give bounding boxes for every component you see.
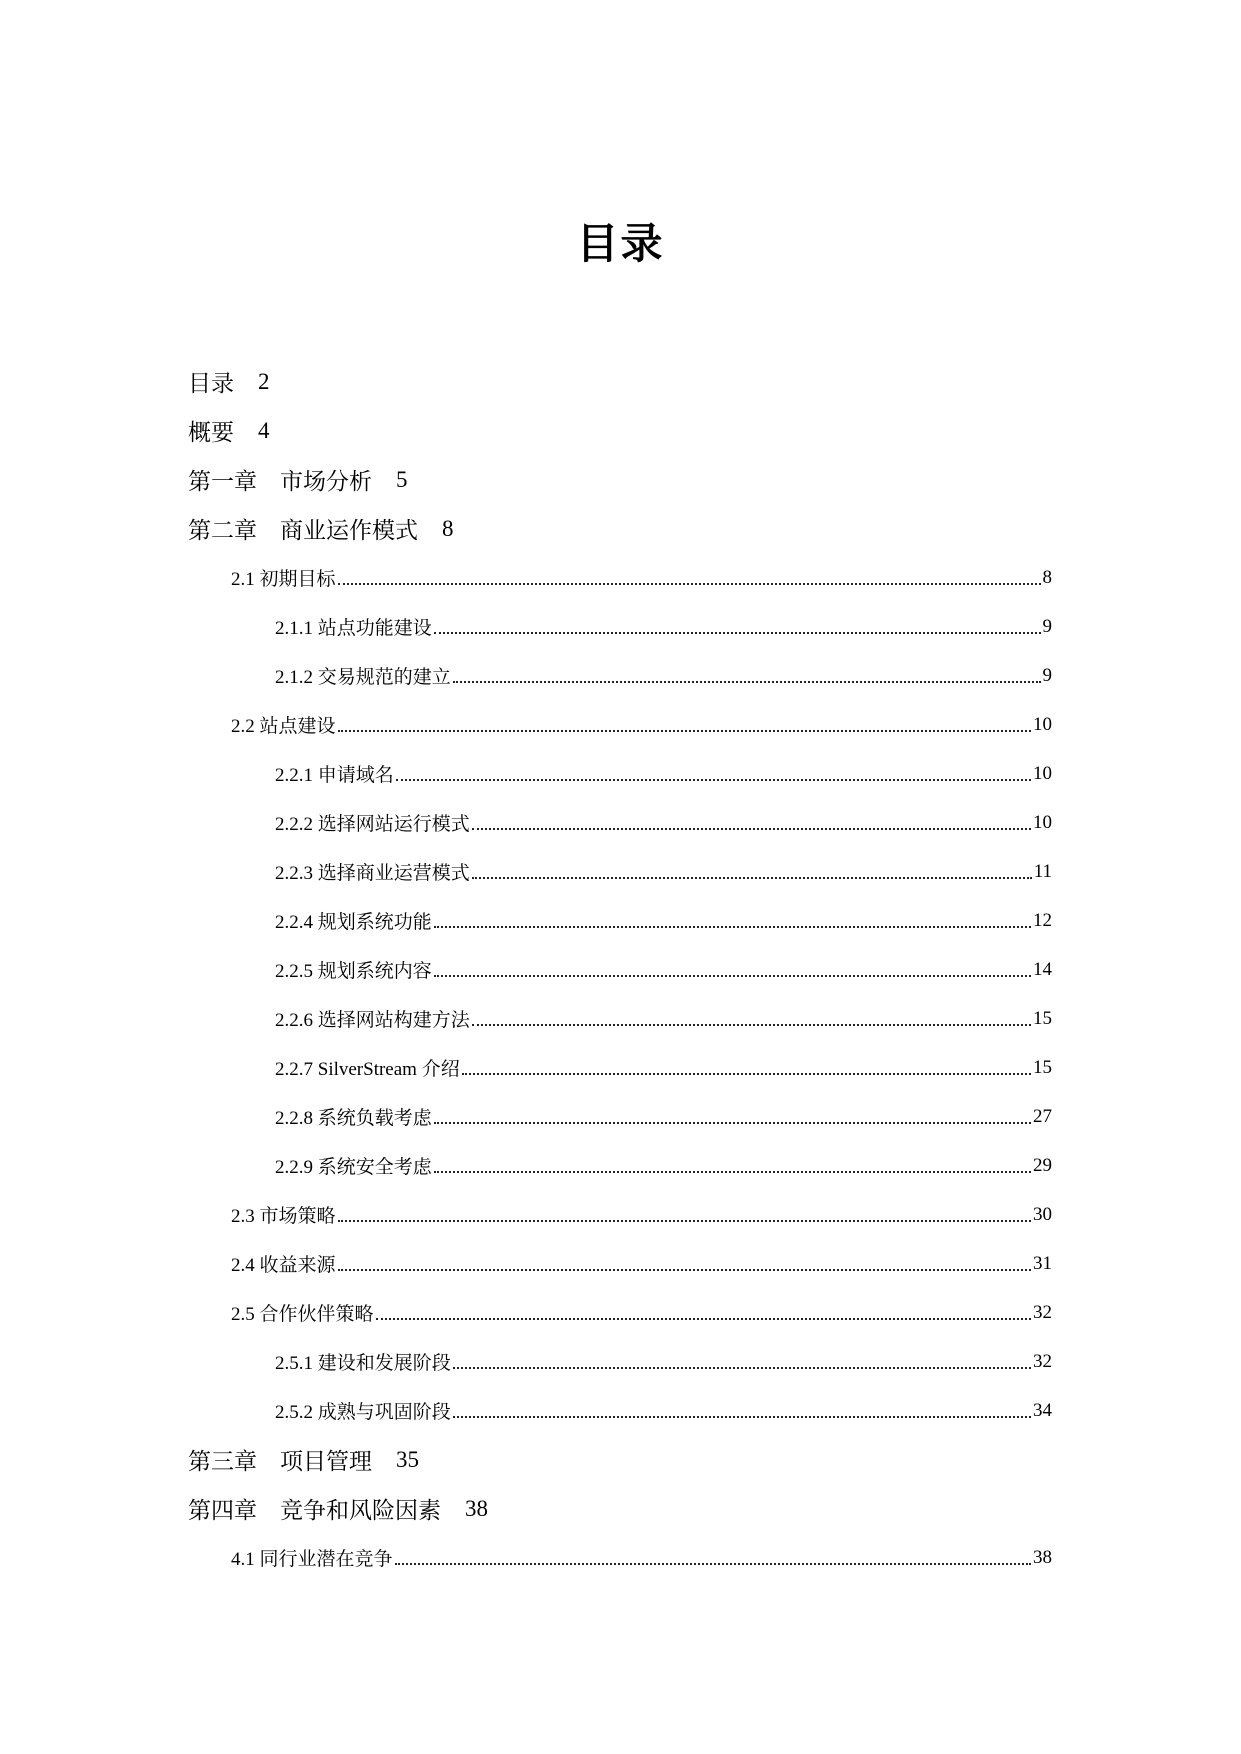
toc-entry[interactable]: [0, 1386, 1052, 1435]
toc-page-number: 38: [1033, 1546, 1052, 1568]
toc-entry-title: 第二章 商业运作模式: [188, 518, 418, 543]
dot-leader: [338, 730, 1031, 732]
toc-entry-title: 概要: [188, 420, 234, 445]
toc-page-number: 34: [1033, 1399, 1052, 1421]
toc-entry[interactable]: [0, 1484, 1241, 1533]
toc-entry[interactable]: [0, 749, 1052, 798]
dot-leader: [434, 926, 1031, 928]
toc-page-number: 32: [1033, 1301, 1052, 1323]
toc-entry[interactable]: [0, 651, 1052, 700]
toc-entry[interactable]: [0, 504, 1241, 553]
toc-entry[interactable]: [0, 602, 1052, 651]
dot-leader: [472, 877, 1032, 879]
toc-entry[interactable]: [0, 455, 1241, 504]
toc-page-number: 14: [1033, 958, 1052, 980]
toc-entry[interactable]: [0, 1239, 1052, 1288]
toc-entry-title: 2.2.7 SilverStream 介绍: [275, 1059, 460, 1080]
toc-entry-title: 第三章 项目管理: [188, 1449, 372, 1474]
toc-page-number: 31: [1033, 1252, 1052, 1274]
page-title: 目录: [576, 219, 665, 269]
toc-entry[interactable]: [0, 798, 1052, 847]
toc-entry[interactable]: [0, 994, 1052, 1043]
toc-entry-title: 2.5.2 成熟与巩固阶段: [275, 1402, 451, 1423]
toc-entry-title: 2.1 初期目标: [231, 569, 336, 590]
dot-leader: [434, 1171, 1031, 1173]
toc-page-number: 5: [396, 466, 408, 492]
toc-page-number: 8: [442, 515, 454, 541]
toc-entry-title: 2.4 收益来源: [231, 1255, 336, 1276]
toc-entry-title: 2.2.2 选择网站运行模式: [275, 814, 470, 835]
toc-page-number: 29: [1033, 1154, 1052, 1176]
toc-entry[interactable]: [0, 1435, 1241, 1484]
toc-entry-title: 2.2.1 申请域名: [275, 765, 394, 786]
toc-page-number: 12: [1033, 909, 1052, 931]
toc-page-number: 2: [258, 368, 270, 394]
toc-entry[interactable]: [0, 1141, 1052, 1190]
toc-entry[interactable]: [0, 406, 1241, 455]
toc-entry-title: 2.2.5 规划系统内容: [275, 961, 432, 982]
dot-leader: [453, 681, 1041, 683]
toc-page-number: 35: [396, 1446, 419, 1472]
dot-leader: [395, 1563, 1031, 1565]
toc-entry-title: 2.1.2 交易规范的建立: [275, 667, 451, 688]
toc-page-number: 27: [1033, 1105, 1052, 1127]
toc-page-number: 8: [1042, 566, 1052, 588]
toc-entry-title: 2.2.8 系统负载考虑: [275, 1108, 432, 1129]
toc-entry-title: 2.5 合作伙伴策略: [231, 1304, 374, 1325]
dot-leader: [338, 583, 1041, 585]
table-of-contents: [0, 357, 1241, 1582]
toc-entry-title: 2.2 站点建设: [231, 716, 336, 737]
toc-entry-title: 第一章 市场分析: [188, 469, 372, 494]
dot-leader: [434, 632, 1041, 634]
toc-page-number: 10: [1033, 713, 1052, 735]
toc-page-number: 10: [1033, 811, 1052, 833]
toc-entry[interactable]: [0, 1190, 1052, 1239]
toc-entry[interactable]: [0, 1288, 1052, 1337]
toc-entry-title: 2.1.1 站点功能建设: [275, 618, 432, 639]
toc-page-number: 30: [1033, 1203, 1052, 1225]
toc-entry-title: 目录: [188, 371, 234, 396]
dot-leader: [453, 1416, 1031, 1418]
toc-entry-title: 2.5.1 建设和发展阶段: [275, 1353, 451, 1374]
dot-leader: [396, 779, 1031, 781]
toc-entry-title: 2.2.3 选择商业运营模式: [275, 863, 470, 884]
toc-page-number: 11: [1033, 860, 1052, 882]
dot-leader: [338, 1269, 1031, 1271]
toc-entry[interactable]: [0, 847, 1052, 896]
toc-entry[interactable]: [0, 700, 1052, 749]
dot-leader: [434, 975, 1031, 977]
toc-entry[interactable]: [0, 553, 1052, 602]
toc-entry-title: 2.3 市场策略: [231, 1206, 336, 1227]
dot-leader: [472, 828, 1031, 830]
toc-entry[interactable]: [0, 1533, 1052, 1582]
toc-entry-title: 2.2.4 规划系统功能: [275, 912, 432, 933]
toc-page-number: 15: [1033, 1007, 1052, 1029]
dot-leader: [338, 1220, 1031, 1222]
toc-entry-title: 4.1 同行业潜在竞争: [231, 1549, 393, 1570]
dot-leader: [472, 1024, 1031, 1026]
toc-entry-title: 2.2.9 系统安全考虑: [275, 1157, 432, 1178]
toc-page-number: 4: [258, 417, 270, 443]
toc-entry[interactable]: [0, 945, 1052, 994]
toc-entry[interactable]: [0, 357, 1241, 406]
toc-page-number: 9: [1042, 615, 1052, 637]
toc-page-number: 10: [1033, 762, 1052, 784]
toc-entry-title: 2.2.6 选择网站构建方法: [275, 1010, 470, 1031]
dot-leader: [434, 1122, 1031, 1124]
toc-page-number: 15: [1033, 1056, 1052, 1078]
toc-entry[interactable]: [0, 1092, 1052, 1141]
toc-page-number: 32: [1033, 1350, 1052, 1372]
toc-entry[interactable]: [0, 1043, 1052, 1092]
toc-page-number: 38: [465, 1495, 488, 1521]
toc-entry-title: 第四章 竞争和风险因素: [188, 1498, 441, 1523]
dot-leader: [462, 1073, 1031, 1075]
toc-entry[interactable]: [0, 896, 1052, 945]
toc-entry[interactable]: [0, 1337, 1052, 1386]
dot-leader: [453, 1367, 1031, 1369]
toc-page-number: 9: [1042, 664, 1052, 686]
dot-leader: [376, 1318, 1031, 1320]
